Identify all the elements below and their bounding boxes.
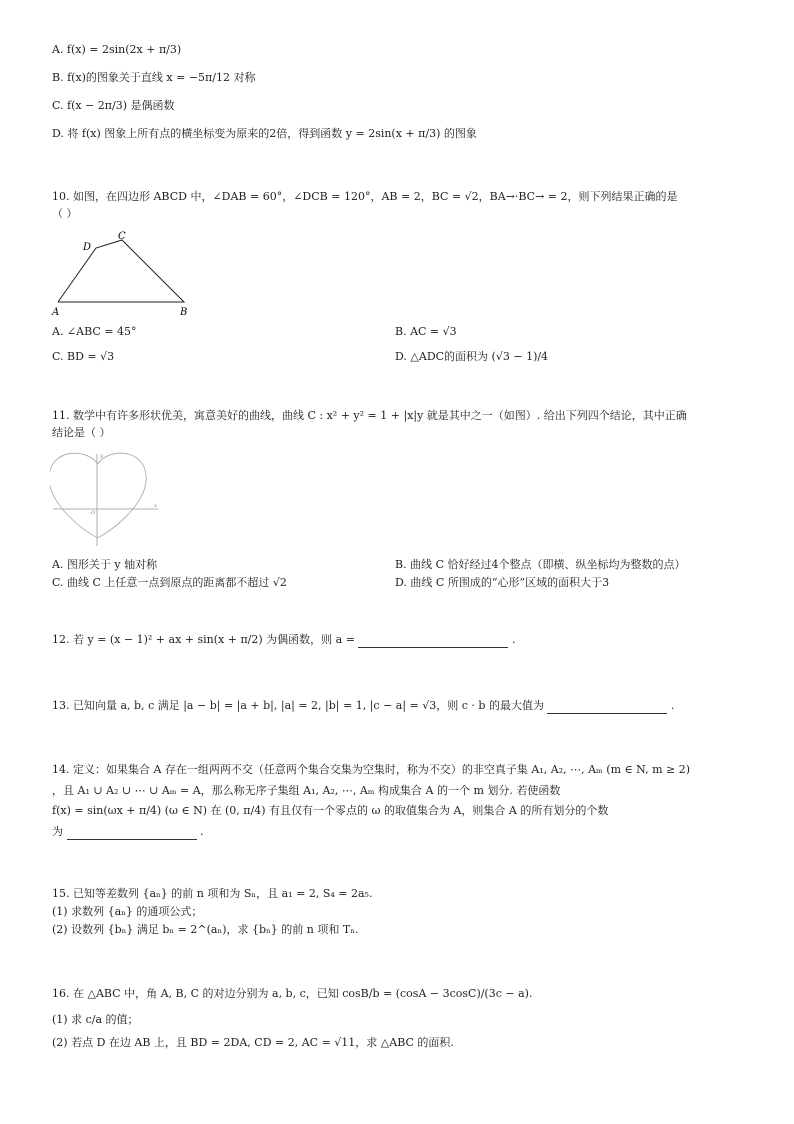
q12-answer-blank[interactable] [358, 637, 508, 648]
q14-end: . [200, 825, 204, 838]
q10-option-d: D. △ADC的面积为 (√3 − 1)/4 [395, 350, 549, 363]
q15-line2: (1) 求数列 {aₙ} 的通项公式； [52, 905, 203, 918]
q10-option-c: C. BD = √3 [52, 350, 115, 363]
fig-label-b: B [180, 307, 188, 318]
q14-line3: f(x) = sin(ωx + π/4) (ω ∈ N) 在 (0, π/4) 有且仅有一个零点的 ω 的取值集合为 A，则集合 A 的所有划分的个数 [52, 804, 609, 817]
q16-line1: 16. 在 △ABC 中，角 A, B, C 的对边分别为 a, b, c，已知 cosB/b = (cosA − 3cosC)/(3c − a). [52, 987, 533, 1000]
q14-line1: 14. 定义：如果集合 A 存在一组两两不交（任意两个集合交集为空集时，称为不交）的非空真子集 A₁, A₂, ⋯, Aₘ (m ∈ N, m ≥ 2) [52, 763, 690, 776]
q11-option-d: D. 曲线 C 所围成的“心形”区域的面积大于3 [395, 576, 610, 589]
quadrilateral-figure [50, 228, 200, 318]
q11-stem-line2: 结论是（ ） [52, 426, 111, 439]
fig-label-d: D [83, 242, 92, 253]
q9-option-c: C. f(x − 2π/3) 是偶函数 [52, 99, 175, 112]
q15-line1: 15. 已知等差数列 {aₙ} 的前 n 项和为 Sₙ，且 a₁ = 2, S₄ = 2a₅. [52, 887, 373, 900]
q13-text: 13. 已知向量 a, b, c 满足 |a − b| = |a + b|, |a| = 2, |b| = 1, |c − a| = √3，则 c · b 的最大值为 [52, 699, 544, 712]
q16-line3: (2) 若点 D 在边 AB 上，且 BD = 2DA, CD = 2, AC = √11，求 △ABC 的面积. [52, 1036, 454, 1049]
axis-label-origin: O [91, 510, 96, 516]
q12-text: 12. 若 y = (x − 1)² + ax + sin(x + π/2) 为偶函数，则 a = [52, 633, 355, 646]
q14-line4 [52, 824, 204, 840]
q11-stem-line1: 11. 数学中有许多形状优美，寓意美好的曲线，曲线 C : x² + y² = 1 + |x|y 就是其中之一（如图）. 给出下列四个结论，其中正确 [52, 409, 687, 422]
q9-option-a: A. f(x) = 2sin(2x + π/3) [52, 43, 182, 56]
q14-answer-blank[interactable] [67, 829, 197, 840]
q12-stem [52, 632, 515, 648]
q10-stem-line2: （ ） [52, 207, 78, 220]
axis-label-y: y [100, 453, 103, 459]
q10-stem-line1: 10. 如图，在四边形 ABCD 中，∠DAB = 60°，∠DCB = 120°，AB = 2，BC = √2，BA→·BC→ = 2，则下列结果正确的是 [52, 190, 678, 203]
q11-option-a: A. 图形关于 y 轴对称 [52, 558, 158, 571]
q10-option-a: A. ∠ABC = 45° [52, 325, 137, 338]
q9-option-d: D. 将 f(x) 图象上所有点的横坐标变为原来的2倍，得到函数 y = 2sin(x + π/3) 的图象 [52, 127, 477, 140]
axis-label-x: x [154, 503, 157, 509]
q13-end: . [670, 699, 675, 712]
q9-option-b: B. f(x)的图象关于直线 x = −5π/12 对称 [52, 71, 256, 84]
q13-stem [52, 698, 674, 714]
q11-option-b: B. 曲线 C 恰好经过4个整点（即横、纵坐标均为整数的点） [395, 558, 686, 571]
q15-line3: (2) 设数列 {bₙ} 满足 bₙ = 2^(aₙ)，求 {bₙ} 的前 n 项和 Tₙ. [52, 923, 359, 936]
q14-line2: ，且 A₁ ∪ A₂ ∪ ⋯ ∪ Aₘ = A，那么称无序子集组 A₁, A₂, ⋯, Aₘ 构成集合 A 的一个 m 划分. 若使函数 [52, 784, 561, 797]
q10-option-b: B. AC = √3 [395, 325, 457, 338]
q11-option-c: C. 曲线 C 上任意一点到原点的距离都不超过 √2 [52, 576, 287, 589]
fig-label-c: C [118, 231, 126, 242]
q14-prefix: 为 [52, 825, 63, 838]
q13-answer-blank[interactable] [547, 703, 667, 714]
fig-label-a: A [52, 307, 60, 318]
heart-curve-figure [50, 448, 166, 548]
q12-end: . [511, 633, 516, 646]
q16-line2: (1) 求 c/a 的值； [52, 1013, 139, 1026]
